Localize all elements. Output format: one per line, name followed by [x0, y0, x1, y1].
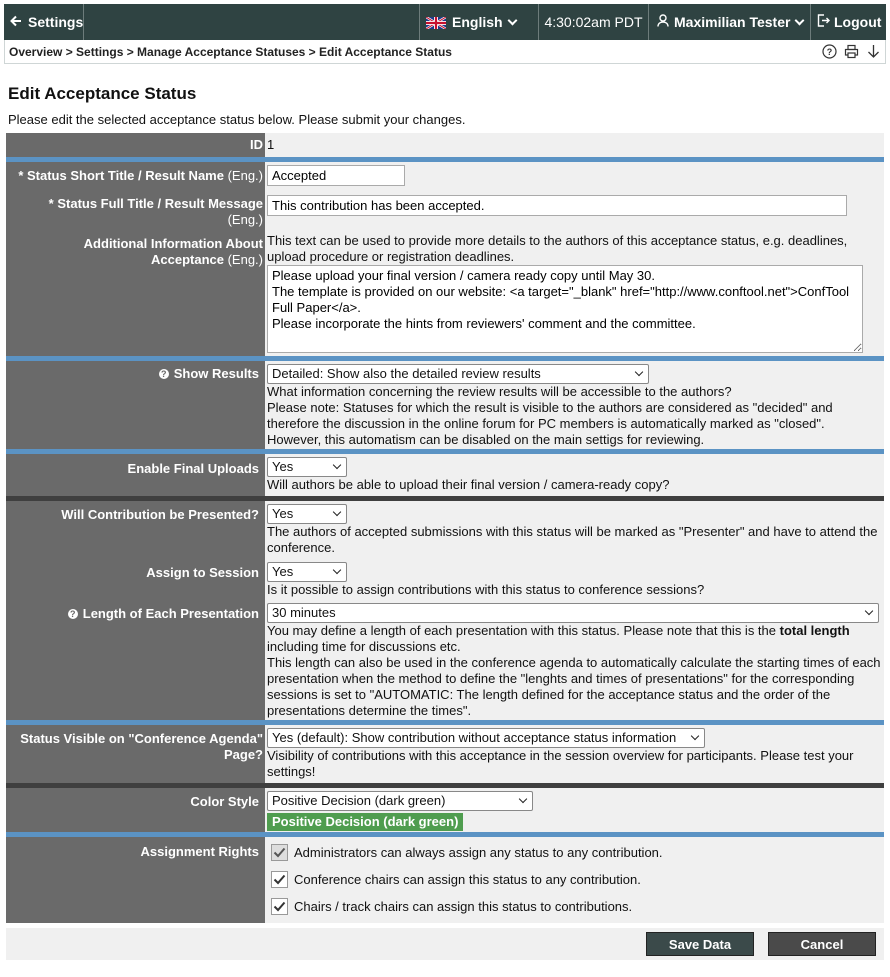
short-title-row [6, 162, 884, 190]
id-value: 1 [267, 137, 275, 152]
chevron-down-icon [635, 368, 643, 376]
final-uploads-row [6, 454, 884, 496]
agenda-visible-select[interactable]: Yes (default): Show contribution without acceptance status information [267, 728, 705, 748]
length-note: This length can also be used in the conference agenda to automatically calculate the starting times of each presentation when the method to define the "lenghts and times of presentations" for the corresponding sessions is set to "AUTOMATIC: The length defined for the acceptance status and the order of the presentations determine the times". [267, 655, 881, 718]
admin-checkbox[interactable] [271, 844, 288, 861]
presented-select[interactable]: Yes [267, 504, 347, 524]
help-icon[interactable]: ? [159, 369, 169, 379]
breadcrumb [4, 40, 886, 64]
chevron-down-icon [795, 15, 805, 25]
user-icon [657, 14, 669, 30]
presented-row [6, 501, 884, 557]
help-icon[interactable] [821, 44, 837, 60]
presented-hint: The authors of accepted submissions with this status will be marked as "Presenter" and have to attend the conference. [267, 524, 878, 555]
additional-info-label: Additional Information About Acceptance (Eng.) [6, 230, 265, 356]
full-title-label: * Status Full Title / Result Message (Eng.) [6, 192, 265, 228]
length-select[interactable]: 30 minutes [267, 603, 879, 623]
color-style-select[interactable]: Positive Decision (dark green) [267, 791, 533, 811]
arrow-left-icon [10, 14, 22, 30]
length-hint: You may define a length of each presentation with this status. Please note that this is the total length including time for discussions etc. [267, 623, 850, 654]
final-uploads-hint: Will authors be able to upload their final version / camera-ready copy? [267, 477, 670, 492]
assign-session-hint: Is it possible to assign contributions with this status to conference sessions? [267, 582, 705, 597]
chevron-down-icon [519, 795, 527, 803]
current-time: 4:30:02am PDT [539, 4, 649, 40]
cancel-button[interactable]: Cancel [768, 932, 876, 956]
settings-label: Settings [28, 14, 84, 30]
agenda-visible-row [6, 725, 884, 783]
full-title-row [6, 192, 884, 228]
chevron-down-icon [333, 508, 341, 516]
user-name: Maximilian Tester [674, 14, 791, 30]
show-results-note: Please note: Statuses for which the result is visible to the authors are considered as "decided" and therefore the discussion in the online forum for PC members is automatically marked as "closed". However, this automatism can be disabled on the main settigs for reviewing. [267, 400, 833, 447]
assignment-rights-label: Assignment Rights [6, 837, 265, 923]
id-row [6, 133, 884, 157]
svg-text:?: ? [826, 47, 832, 57]
save-button[interactable]: Save Data [646, 932, 754, 956]
show-results-select[interactable]: Detailed: Show also the detailed review results [267, 364, 649, 384]
chevron-down-icon [691, 732, 699, 740]
checkmark-icon [273, 847, 286, 858]
final-uploads-label: Enable Final Uploads [6, 454, 265, 496]
language-selector[interactable] [419, 4, 539, 40]
agenda-visible-label: Status Visible on "Conference Agenda" Page? [6, 725, 265, 783]
show-results-hint: What information concerning the review results will be accessible to the authors? [267, 384, 732, 399]
track-chairs-checkbox-label: Chairs / track chairs can assign this status to contributions. [294, 898, 633, 914]
logout-label: Logout [834, 14, 882, 30]
page-title: Edit Acceptance Status [8, 84, 197, 103]
chevron-down-icon [333, 566, 341, 574]
top-navigation-bar [4, 4, 886, 40]
presented-label: Will Contribution be Presented? [6, 501, 265, 557]
assignment-right-conf-chairs [267, 866, 882, 893]
additional-info-hint: This text can be used to provide more details to the authors of this acceptance status, e.g. deadlines, upload procedure or registration deadlines. [267, 233, 848, 264]
edit-status-form [6, 133, 884, 923]
breadcrumb-text[interactable]: Overview > Settings > Manage Acceptance Statuses > Edit Acceptance Status [9, 44, 452, 59]
additional-info-textarea[interactable] [267, 265, 863, 353]
additional-info-row [6, 230, 884, 356]
assignment-rights-row [6, 837, 884, 923]
track-chairs-checkbox[interactable] [271, 898, 288, 915]
checkmark-icon [273, 901, 286, 912]
chevron-down-icon [507, 15, 517, 25]
language-label: English [452, 14, 503, 30]
id-label: ID [6, 133, 265, 157]
length-label: ? Length of Each Presentation [6, 600, 265, 720]
conf-chairs-checkbox[interactable] [271, 871, 288, 888]
color-style-label: Color Style [6, 788, 265, 832]
logout-button[interactable] [811, 4, 886, 40]
color-style-row [6, 788, 884, 832]
length-row [6, 600, 884, 720]
logout-icon [817, 14, 830, 30]
assignment-right-track-chairs [267, 893, 882, 920]
assign-session-row [6, 559, 884, 598]
chevron-down-icon [865, 607, 873, 615]
form-footer [6, 928, 884, 960]
checkmark-icon [273, 874, 286, 885]
assign-session-select[interactable]: Yes [267, 562, 347, 582]
short-title-input[interactable] [267, 165, 405, 186]
full-title-input[interactable] [267, 195, 847, 216]
assignment-right-admin [267, 839, 882, 866]
show-results-label: ? Show Results [6, 361, 265, 449]
assign-session-label: Assign to Session [6, 559, 265, 598]
show-results-row [6, 361, 884, 449]
arrow-down-icon[interactable] [865, 44, 881, 60]
short-title-label: * Status Short Title / Result Name (Eng.) [6, 162, 265, 190]
page-intro: Please edit the selected acceptance status below. Please submit your changes. [8, 112, 466, 127]
final-uploads-select[interactable]: Yes [267, 457, 347, 477]
user-menu[interactable] [649, 4, 811, 40]
color-style-preview: Positive Decision (dark green) [267, 813, 463, 831]
uk-flag-icon [426, 16, 446, 28]
chevron-down-icon [333, 461, 341, 469]
print-icon[interactable] [843, 44, 859, 60]
admin-checkbox-label: Administrators can always assign any status to any contribution. [294, 844, 663, 860]
help-icon[interactable]: ? [68, 609, 78, 619]
agenda-visible-hint: Visibility of contributions with this acceptance in the session overview for participants. Please test your settings! [267, 748, 854, 779]
conf-chairs-checkbox-label: Conference chairs can assign this status to any contribution. [294, 871, 641, 887]
settings-back-link[interactable] [4, 4, 84, 40]
